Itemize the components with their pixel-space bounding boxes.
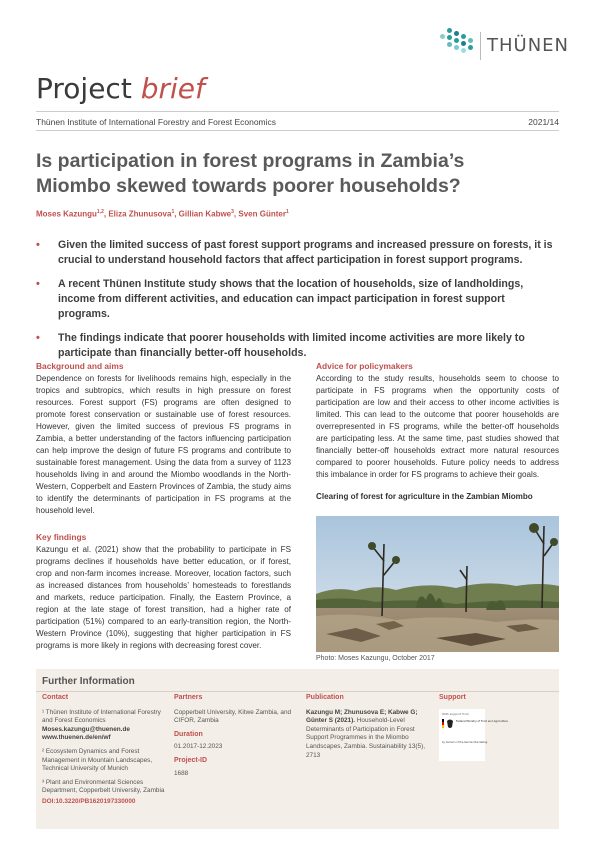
key-point-text: The findings indicate that poorer households with limited income activities are more likely to participate than financially better-off households. [58, 332, 525, 359]
support-heading: Support [439, 694, 466, 701]
left-column [36, 360, 291, 652]
author-name: Sven Günter [238, 209, 286, 219]
brief-word-project: Project [36, 72, 132, 105]
header-rule-bottom [36, 130, 559, 131]
contact-affiliation-1 [42, 709, 170, 743]
author-affiliation: 1 [171, 209, 175, 215]
header-rule-top [36, 111, 559, 112]
findings-heading: Key findings [36, 532, 87, 542]
contact-column [42, 694, 170, 812]
further-information-panel [36, 669, 559, 829]
duration-value: 01.2017-12.2023 [174, 743, 223, 751]
bullet-icon: • [36, 239, 40, 251]
contact-affiliation-2: ² Ecosystem Dynamics and Forest Management in Mountain Landscapes, Technical University of Munich [42, 747, 153, 773]
photo-illustration [316, 516, 559, 652]
key-point-text: A recent Thünen Institute study shows that the location of households, size of landholdings, income from different activities, and education can impact participation in forest support programs. [58, 278, 524, 320]
project-id-value: 1688 [174, 769, 189, 777]
partners-text: Copperbelt University, Kitwe Zambia, and CIFOR, Zambia [174, 708, 292, 725]
partners-heading: Partners [174, 694, 203, 701]
author-name: Moses Kazungu [36, 209, 97, 219]
contact-email-link[interactable]: Moses.kazungu@thuenen.de [42, 725, 130, 733]
duration-heading: Duration [174, 730, 203, 738]
right-column [316, 360, 559, 503]
author-name: Eliza Zhunusova [108, 209, 172, 219]
publication-authors: Kazungu M; Zhunusova E; Kabwe G; Günter S (2021). [306, 708, 418, 725]
bmel-logo [439, 709, 508, 761]
title-line-1: Is participation in forest programs in Zambia’s [36, 150, 465, 172]
issue-number: 2021/14 [528, 117, 559, 127]
author-affiliation: 1 [285, 209, 289, 215]
forest-clearing-photo [316, 516, 559, 652]
title-line-2: Miombo skewed towards poorer households? [36, 175, 461, 197]
project-id-heading: Project-ID [174, 756, 208, 764]
bullet-icon: • [36, 332, 40, 344]
support-logo-decision: by decision of the German Bundestag [442, 740, 488, 744]
key-point [36, 238, 556, 268]
publication-heading: Publication [306, 694, 344, 701]
contact-affiliation-3: ³ Plant and Environmental Sciences Department, Copperbelt University, Zambia [42, 778, 165, 795]
contact-website-link[interactable]: www.thuenen.de/en/wf [42, 734, 111, 742]
logo-divider [480, 32, 481, 60]
background-heading: Background and aims [36, 361, 124, 371]
affiliation-text: ¹ Thünen Institute of International Forestry and Forest Economics [42, 708, 161, 725]
photo-caption: Clearing of forest for agriculture in the Zambian Miombo [316, 492, 533, 501]
logo-dots-icon [440, 28, 476, 58]
publication-text: Household-Level Determinants of Participation in Forest Support Programmes in the Miombo Landscapes, Zambia. Sustainability 13(5), 2713 [306, 717, 426, 759]
brief-word-brief: brief [140, 72, 205, 105]
author-list: Moses Kazungu$^{1,2}$, Eliza Zhunusova$^1$, Gillian Kabwe$^3$, Sven Günter$^1$ [36, 209, 289, 219]
contact-heading: Contact [42, 694, 69, 701]
background-text: Dependence on forests for livelihoods remains high, especially in the tropics and subtropics, which results in high pressure on forest resources. Forest support (FS) programs are often designed to promote forest conservation or sustainable use of forest resources. However, given the limited success of previous FS programs in Zambia, a better understanding of the factors influencing participation can help improve the design of future FS programs and contribute to sustainable forest management. Using the data from a survey of 1123 households living in and around the Miombo woodlands in the North-Western, Copperbelt and Eastern Provinces of Zambia, the study aims to identify the determinants of participation in FS programs at the household level. [36, 374, 291, 515]
support-logo-ministry: Federal Ministry of Food and Agriculture [456, 719, 508, 723]
author-name: Gillian Kabwe [178, 209, 232, 219]
advice-heading: Advice for policymakers [316, 361, 413, 371]
photo-credit: Photo: Moses Kazungu, October 2017 [316, 655, 435, 662]
author-affiliation: 1,2 [96, 209, 104, 215]
federal-eagle-icon [439, 709, 508, 761]
institute-name: Thünen Institute of International Forestry and Forest Economics [36, 117, 277, 127]
publication-column [306, 694, 434, 765]
footer-title: Further Information [42, 676, 135, 687]
key-point [36, 277, 556, 322]
publication-citation [306, 709, 434, 761]
support-column [439, 694, 549, 761]
project-brief-title [36, 72, 205, 105]
key-point [36, 331, 556, 361]
support-logo-top-text: With support from [442, 711, 470, 716]
thuenen-logo [440, 28, 580, 68]
page-title [36, 149, 556, 199]
findings-text: Kazungu et al. (2021) show that the probability to participate in FS programs declines if households have better education, or if forest, crop and non-farm incomes increase. Moreover, location factors, such as increased distances from households’ homesteads to forestlands and markets, reduce participation. Finally, the Eastern Province, a region at the late stage of forest transition, had a higher rate of participation (51%) compared to an early-transition region, the North-Western Province (10%), suggesting that higher participation in FS programs is more likely in regions with decreasing forest cover. [36, 545, 291, 650]
footer-rule [36, 691, 559, 692]
logo-text: THÜNEN [487, 35, 570, 56]
advice-text: According to the study results, households seem to choose to participate in FS programs when the opportunity costs of participation are low and their access to other income activities is limited. This can lead to the outcome that poorer households are overrepresented in FS programs, while the better-off households are participating less. At the same time, past studies showed that financially better-off households extract more natural resources compared to poorer households. Future policy needs to address this imbalance in order for FS programs to achieve their goals. [316, 374, 559, 479]
doi-link[interactable]: DOI:10.3220/PB1620197330000 [42, 797, 136, 805]
bullet-icon: • [36, 278, 40, 290]
author-affiliation: 3 [231, 209, 234, 215]
key-point-text: Given the limited success of past forest support programs and increased pressure on forests, it is crucial to understand household factors that affect participation in forest support programs. [58, 239, 553, 266]
key-points-list [36, 238, 556, 370]
partners-column [174, 694, 302, 783]
